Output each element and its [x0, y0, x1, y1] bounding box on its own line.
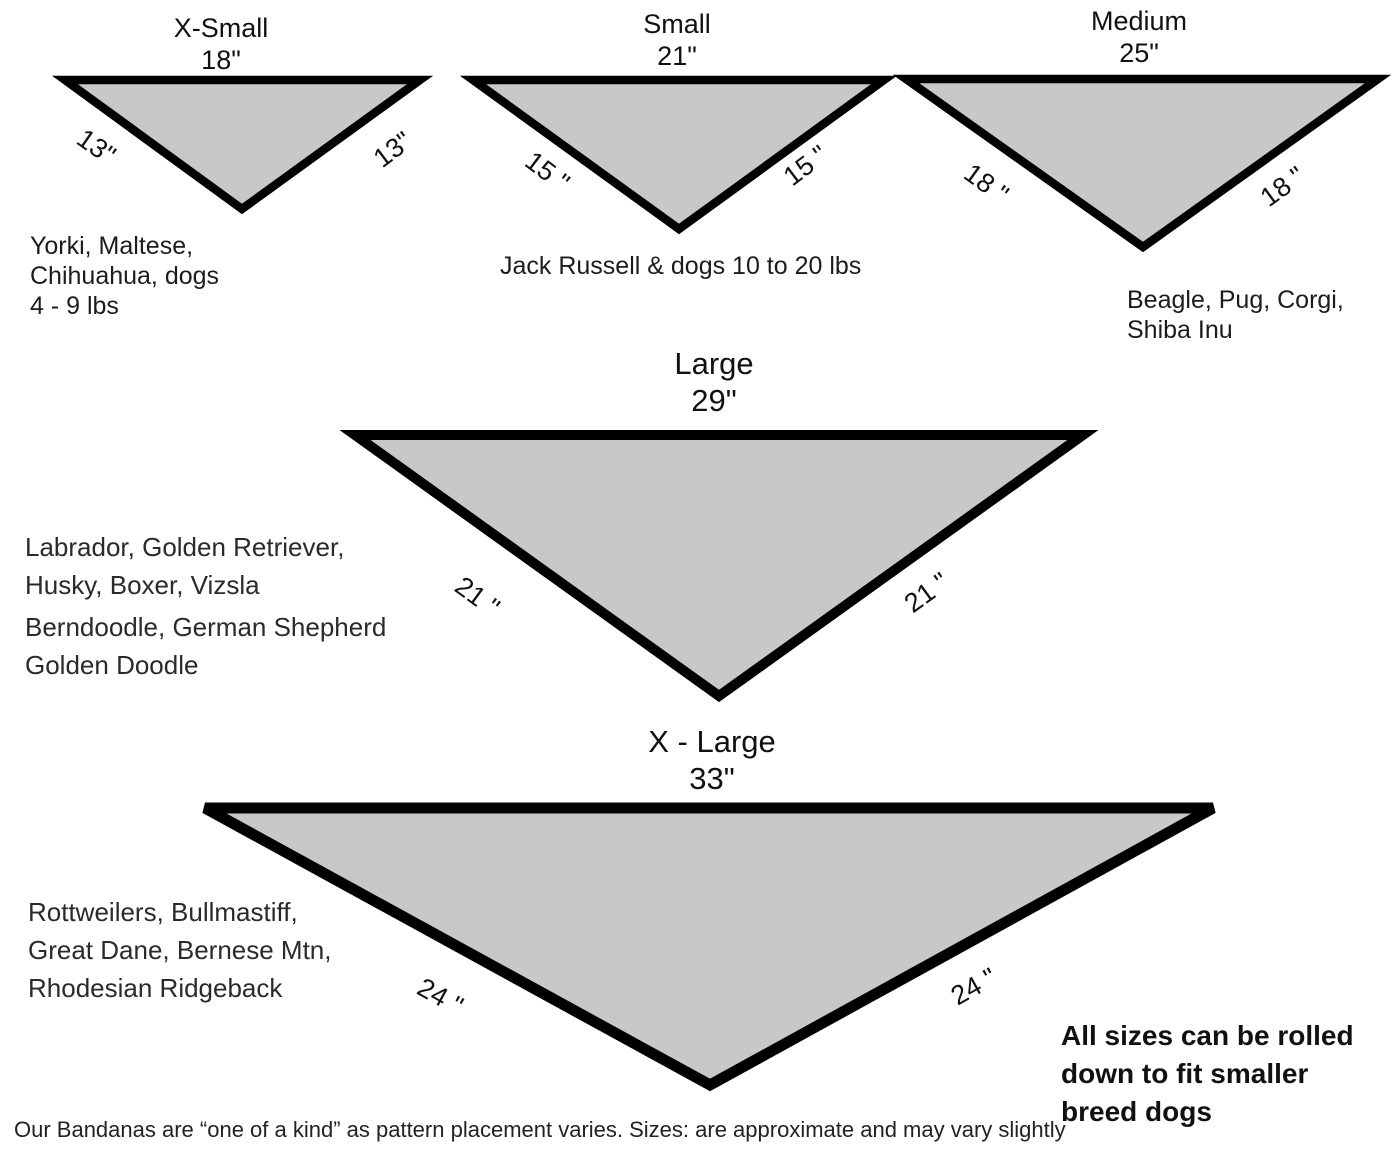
- x-large-left-measure: 24 ": [412, 972, 469, 1022]
- x-large-title: [648, 723, 776, 797]
- small-breeds: [500, 251, 861, 281]
- rolled-down-note-line1: All sizes can be rolled: [1061, 1020, 1354, 1051]
- large-breeds-line3: Berndoodle, German Shepherd: [25, 612, 387, 642]
- x-small-title: [174, 12, 269, 76]
- large-right-measure: 21 ": [898, 566, 955, 619]
- x-small-breeds: [30, 231, 219, 321]
- x-large-width: 33": [689, 761, 735, 796]
- small-breeds-line1: Jack Russell & dogs 10 to 20 lbs: [500, 252, 862, 280]
- small-width: 21": [657, 41, 697, 71]
- x-small-breeds-line1: Yorki, Maltese,: [30, 232, 194, 260]
- large-width: 29": [691, 383, 737, 418]
- medium-right-measure: 18 ": [1254, 160, 1311, 213]
- x-small-name: X-Small: [173, 13, 269, 43]
- medium-name: Medium: [1090, 6, 1188, 36]
- large-breeds-line2: Husky, Boxer, Vizsla: [25, 570, 260, 600]
- large-triangle: [355, 435, 1083, 696]
- x-large-breeds-line3: Rhodesian Ridgeback: [28, 973, 283, 1003]
- x-large-name: X - Large: [648, 724, 776, 759]
- small-right-measure: 15 ": [777, 139, 834, 192]
- large-breeds: [25, 528, 386, 684]
- x-small-breeds-line3: 4 - 9 lbs: [30, 292, 119, 320]
- medium-breeds: [1127, 285, 1344, 345]
- x-large-breeds-line2: Great Dane, Bernese Mtn,: [28, 935, 332, 965]
- large-breeds-line4: Golden Doodle: [25, 650, 199, 680]
- medium-left-measure: 18 ": [958, 157, 1015, 210]
- large-breeds-line1: Labrador, Golden Retriever,: [25, 532, 345, 562]
- medium-breeds-line2: Shiba Inu: [1127, 316, 1233, 344]
- large-title: [674, 345, 753, 419]
- large-name: Large: [674, 346, 754, 381]
- medium-breeds-line1: Beagle, Pug, Corgi,: [1127, 286, 1344, 314]
- x-small-breeds-line2: Chihuahua, dogs: [30, 262, 220, 290]
- medium-title: [1091, 5, 1187, 69]
- rolled-down-note-line2: down to fit smaller: [1061, 1058, 1309, 1089]
- rolled-down-note-line3: breed dogs: [1061, 1096, 1212, 1127]
- small-title: [643, 8, 711, 72]
- x-large-breeds-line1: Rottweilers, Bullmastiff,: [28, 897, 298, 927]
- footer-disclaimer: Our Bandanas are “one of a kind” as pattern placement varies. Sizes: are approximate and may vary slightly: [14, 1117, 1066, 1142]
- x-small-left-measure: 13": [71, 122, 122, 171]
- large-left-measure: 21 ": [449, 570, 506, 623]
- small-name: Small: [643, 9, 711, 39]
- x-large-breeds: [28, 893, 331, 1007]
- x-large-right-measure: 24 ": [945, 962, 1002, 1012]
- x-small-width: 18": [201, 45, 241, 75]
- rolled-down-note: [1061, 1017, 1354, 1131]
- small-left-measure: 15 ": [519, 145, 576, 198]
- x-small-right-measure: 13": [367, 125, 418, 174]
- medium-width: 25": [1119, 38, 1159, 68]
